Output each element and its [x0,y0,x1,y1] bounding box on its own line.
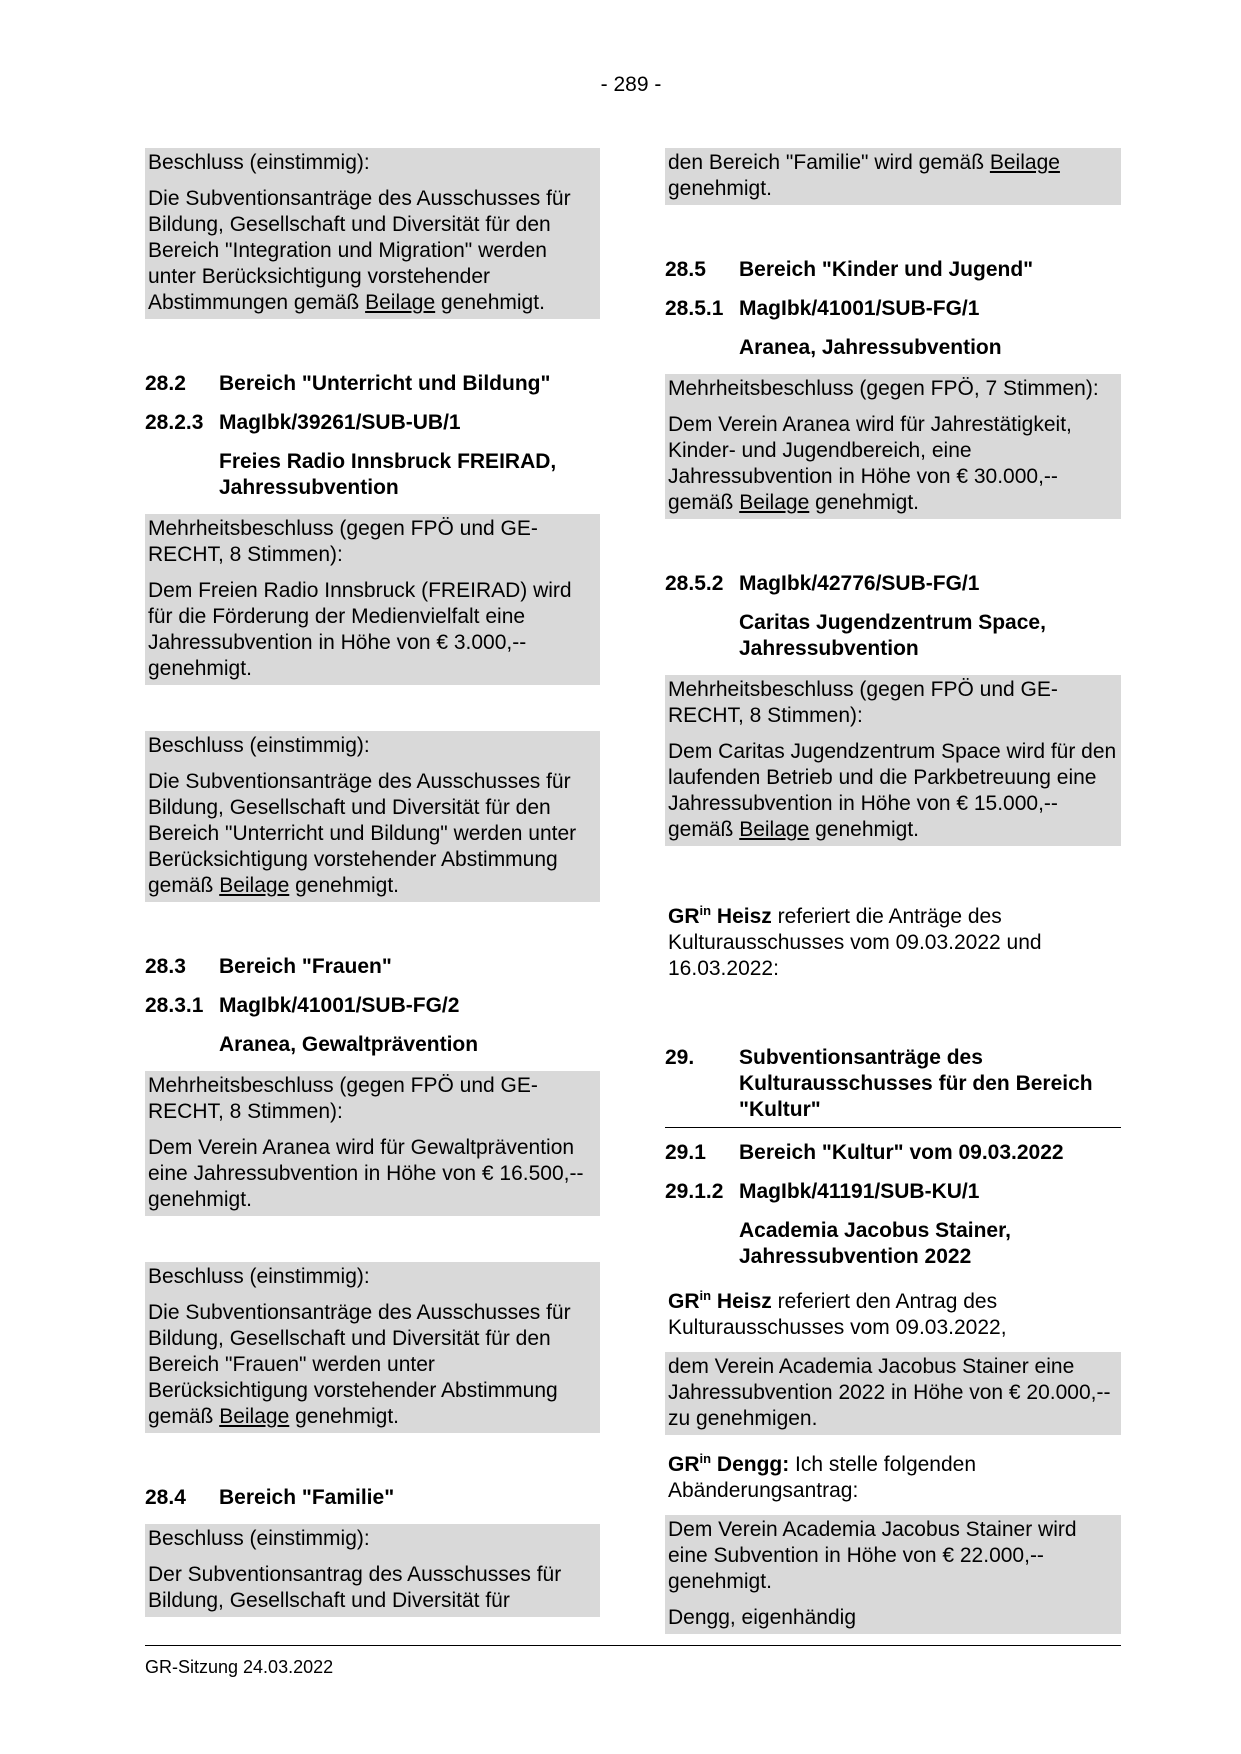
resolution-title: Beschluss (einstimmig): [148,734,370,757]
resolution-title: Mehrheitsbeschluss (gegen FPÖ und GE-RECHT, 8 Stimmen): [148,517,538,566]
attachment-link[interactable]: Beilage [739,491,810,514]
resolution-block [145,731,600,902]
page-number: - 289 - [600,73,662,96]
resolution-text: den Bereich "Familie" wird gemäß Beilage genehmigt. [668,151,1060,200]
subsection-heading: 28.3.1 MagIbk/41001/SUB-FG/2 [145,994,460,1017]
resolution-text: Die Subventionsanträge des Ausschusses für Bildung, Gesellschaft und Diversität für den Bereich "Unterricht und Bildung" werden unter Berücksichtigung vorstehender Abstimmung gemäß Beilage genehmigt. [148,770,577,897]
attachment-link[interactable]: Beilage [739,818,810,841]
resolution-block [145,1262,600,1433]
resolution-title: Mehrheitsbeschluss (gegen FPÖ und GE-RECHT, 8 Stimmen): [148,1074,538,1123]
subsection-subtitle: Freies Radio Innsbruck FREIRAD, Jahressubvention [219,450,557,499]
section-heading: 28.2 Bereich "Unterricht und Bildung" [145,372,551,395]
resolution-text: Der Subventionsantrag des Ausschusses für Bildung, Gesellschaft und Diversität für [148,1563,562,1612]
speaker-paragraph: $GR^{in}$ Heisz referiert die Anträge des Kulturausschusses vom 09.03.2022 und 16.03.2022: [668,903,1042,980]
resolution-title: Mehrheitsbeschluss (gegen FPÖ und GE-RECHT, 8 Stimmen): [668,678,1058,727]
subsection-heading: 28.2.3 MagIbk/39261/SUB-UB/1 [145,411,461,434]
resolution-block [145,514,600,685]
subsection-heading: 29.1.2 MagIbk/41191/SUB-KU/1 [665,1180,980,1203]
attachment-link[interactable]: Beilage [219,874,290,897]
attachment-link[interactable]: Beilage [219,1405,290,1428]
resolution-block [665,148,1121,205]
resolution-title: Beschluss (einstimmig): [148,151,370,174]
subsection-subtitle: Aranea, Gewaltprävention [219,1033,479,1056]
amendment-block [665,1515,1121,1634]
resolution-text: Dem Caritas Jugendzentrum Space wird für den laufenden Betrieb und die Parkbetreuung eine Jahressubvention in Höhe von € 15.000,-- gemäß Beilage genehmigt. [668,740,1117,841]
subsection-subtitle: Aranea, Jahressubvention [739,336,1002,359]
page-footer: GR-Sitzung 24.03.2022 [145,1645,1121,1680]
resolution-block [145,148,600,319]
resolution-block [145,1524,600,1617]
subsection-subtitle: Academia Jacobus Stainer, Jahressubvention 2022 [739,1219,1011,1268]
resolution-text: Dem Verein Aranea wird für Jahrestätigkeit, Kinder- und Jugendbereich, eine Jahressubvention in Höhe von € 30.000,-- gemäß Beilage genehmigt. [668,413,1072,514]
resolution-block [665,374,1121,519]
section-heading: 29.1 Bereich "Kultur" vom 09.03.2022 [665,1141,1064,1164]
resolution-block [665,675,1121,846]
section-heading: 28.4 Bereich "Familie" [145,1486,395,1509]
subsection-heading: 28.5.1 MagIbk/41001/SUB-FG/1 [665,297,980,320]
resolution-title: Beschluss (einstimmig): [148,1265,370,1288]
speaker-paragraph: $GR^{in}$ Dengg: Ich stelle folgenden Abänderungsantrag: [668,1451,977,1502]
chapter-heading: 29. Subventionsanträge des Kulturausschusses für den Bereich "Kultur" [665,1045,1121,1128]
section-heading: 28.3 Bereich "Frauen" [145,955,392,978]
speaker-paragraph: $GR^{in}$ Heisz referiert den Antrag des Kulturausschusses vom 09.03.2022, [668,1288,1007,1339]
resolution-text: Dem Verein Aranea wird für Gewaltprävention eine Jahressubvention in Höhe von € 16.500,-- genehmigt. [148,1136,584,1211]
amendment-signature: Dengg, eigenhändig [668,1606,856,1629]
right-column [665,148,1121,1634]
amendment-text: Dem Verein Academia Jacobus Stainer wird eine Subvention in Höhe von € 22.000,-- genehmigt. [668,1518,1077,1593]
motion-block [665,1352,1121,1435]
motion-text: dem Verein Academia Jacobus Stainer eine Jahressubvention 2022 in Höhe von € 20.000,-- zu genehmigen. [668,1355,1111,1430]
subsection-subtitle: Caritas Jugendzentrum Space, Jahressubvention [739,611,1046,660]
resolution-title: Mehrheitsbeschluss (gegen FPÖ, 7 Stimmen): [668,377,1099,400]
resolution-title: Beschluss (einstimmig): [148,1527,370,1550]
attachment-link[interactable]: Beilage [365,291,436,314]
left-column [145,148,600,1617]
resolution-text: Die Subventionsanträge des Ausschusses für Bildung, Gesellschaft und Diversität für den Bereich "Integration und Migration" werden unter Berücksichtigung vorstehender Abstimmungen gemäß Beilage genehmigt. [148,187,571,314]
resolution-text: Dem Freien Radio Innsbruck (FREIRAD) wird für die Förderung der Medienvielfalt eine Jahressubvention in Höhe von € 3.000,-- genehmigt. [148,579,572,680]
resolution-block [145,1071,600,1216]
subsection-heading: 28.5.2 MagIbk/42776/SUB-FG/1 [665,572,980,595]
section-heading: 28.5 Bereich "Kinder und Jugend" [665,258,1034,281]
resolution-text: Die Subventionsanträge des Ausschusses für Bildung, Gesellschaft und Diversität für den Bereich "Frauen" werden unter Berücksichtigung vorstehender Abstimmung gemäß Beilage genehmigt. [148,1301,571,1428]
attachment-link[interactable]: Beilage [989,151,1060,174]
